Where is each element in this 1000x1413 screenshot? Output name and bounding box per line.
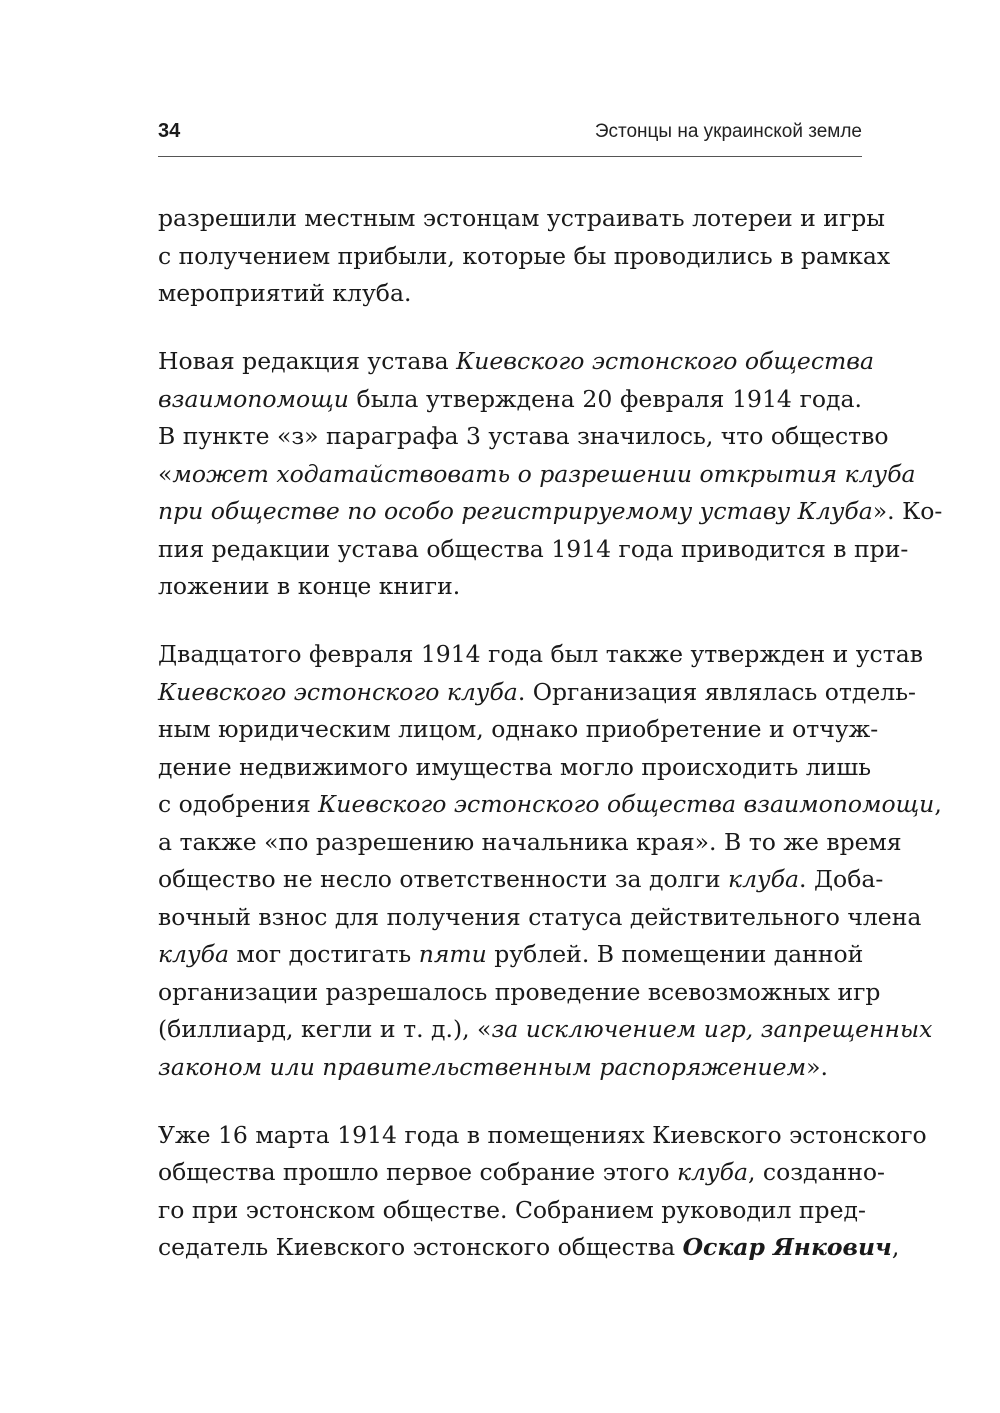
text-segment: а также «по разрешению начальника края». В то же время: [158, 827, 902, 856]
text-segment: дение недвижимого имущества могло происходить лишь: [158, 752, 872, 781]
text-line: [158, 1192, 866, 1230]
text-segment: ».: [806, 1052, 828, 1081]
text-line: [158, 824, 902, 862]
text-line: [158, 786, 942, 824]
italic-text: пяти: [418, 940, 487, 968]
text-line: [158, 200, 885, 238]
body-text: [158, 200, 943, 1267]
text-segment: с одобрения: [158, 790, 319, 818]
italic-text: Киевского эстонского клуба: [158, 677, 518, 706]
text-line: [158, 974, 881, 1012]
italic-text: может ходатайствовать о разрешении открытия клуба: [172, 459, 916, 488]
text-segment: с получением прибыли, которые бы проводились в рамках: [158, 241, 891, 270]
text-segment: (биллиард, кегли и т. д.), «: [158, 1015, 492, 1043]
text-line: [158, 1117, 927, 1155]
text-line: [158, 456, 916, 494]
paragraph: [158, 200, 891, 313]
text-segment: седатель Киевского эстонского общества: [158, 1233, 683, 1261]
text-segment: мероприятий клуба.: [158, 279, 412, 307]
text-line: [158, 381, 862, 419]
paragraph-spacing: [158, 313, 862, 344]
text-line: [158, 531, 909, 569]
text-segment: организации разрешалось проведение всевозможных игр: [158, 977, 881, 1006]
italic-text: при обществе по особо регистрируемому уставу Клуба: [158, 497, 873, 525]
text-segment: . Организация являлась отдель-: [517, 677, 916, 706]
text-line: [158, 275, 862, 313]
bold-italic-name: Оскар Янкович: [682, 1233, 892, 1261]
text-segment: го при эстонском обществе. Собранием руководил пред-: [158, 1195, 866, 1224]
text-line: [158, 238, 891, 276]
text-segment: ,: [891, 1233, 900, 1261]
text-line: [158, 343, 874, 381]
text-segment: Новая редакция устава: [158, 347, 457, 375]
text-line: [158, 711, 879, 749]
text-segment: , созданно-: [747, 1158, 885, 1186]
text-line: [158, 1049, 862, 1087]
italic-text: взаимопомощи: [158, 384, 349, 413]
text-segment: пия редакции устава общества 1914 года приводится в при-: [158, 534, 909, 563]
paragraph: [158, 343, 943, 606]
text-segment: В пункте «з» параграфа 3 устава значилось, что общество: [158, 422, 889, 450]
text-line: [158, 674, 916, 712]
paragraph-spacing: [158, 1086, 862, 1117]
header-divider: [158, 156, 862, 157]
italic-text: клуба: [158, 940, 229, 968]
text-segment: вочный взнос для получения статуса действительного члена: [158, 902, 922, 931]
paragraph: [158, 1117, 927, 1267]
text-line: [158, 493, 943, 531]
text-segment: Двадцатого февраля 1914 года был также утвержден и устав: [158, 640, 923, 668]
text-line: [158, 1011, 933, 1049]
text-segment: общества прошло первое собрание этого: [158, 1158, 677, 1186]
text-segment: «: [158, 459, 173, 488]
running-title: Эстонцы на украинской земле: [594, 121, 862, 142]
italic-text: Киевского эстонского общества: [456, 347, 874, 375]
text-segment: ». Ко-: [872, 497, 943, 525]
text-segment: мог достигать: [228, 940, 419, 968]
text-line: [158, 636, 923, 674]
italic-text: Киевского эстонского общества взаимопомощи: [318, 790, 935, 818]
text-segment: ,: [934, 790, 942, 818]
text-line: [158, 1229, 900, 1267]
text-segment: была утверждена 20 февраля 1914 года.: [348, 384, 862, 413]
text-segment: Уже 16 марта 1914 года в помещениях Киевского эстонского: [158, 1120, 927, 1149]
paragraph-spacing: [158, 606, 862, 637]
text-segment: общество не несло ответственности за долги: [158, 865, 729, 893]
text-line: [158, 568, 862, 606]
italic-text: клуба: [728, 865, 800, 893]
italic-text: за исключением игр, запрещенных: [491, 1015, 933, 1043]
text-segment: разрешили местным эстонцам устраивать лотереи и игры: [158, 204, 885, 232]
page-number: 34: [158, 120, 181, 142]
text-line: [158, 861, 884, 899]
paragraph: [158, 636, 942, 1086]
italic-text: законом или правительственным распоряжением: [158, 1052, 807, 1081]
text-segment: . Доба-: [799, 865, 884, 893]
text-line: [158, 899, 922, 937]
italic-text: клуба: [677, 1158, 748, 1186]
text-segment: ным юридическим лицом, однако приобретение и отчуж-: [158, 715, 879, 743]
text-segment: ложении в конце книги.: [158, 572, 461, 600]
text-segment: рублей. В помещении данной: [486, 940, 864, 968]
text-line: [158, 936, 862, 974]
text-line: [158, 418, 889, 456]
text-line: [158, 749, 872, 787]
page-header: [158, 118, 862, 150]
text-line: [158, 1154, 885, 1192]
